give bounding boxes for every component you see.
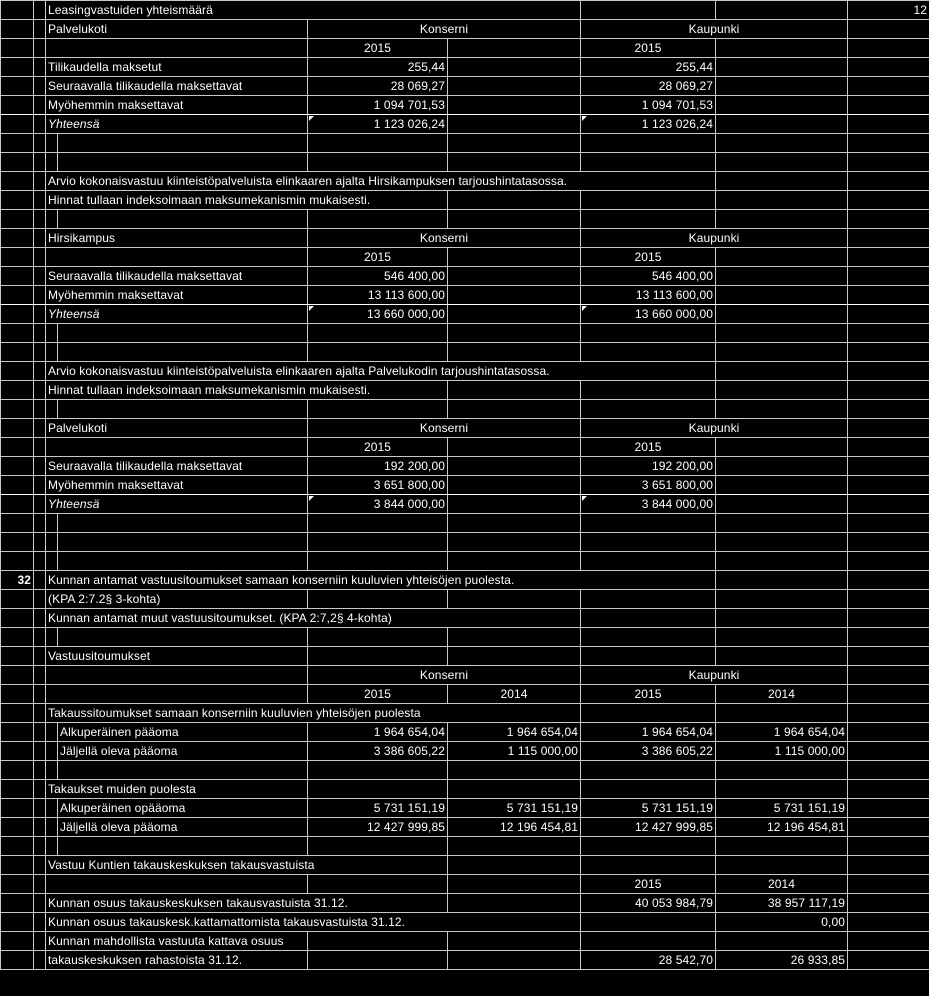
hirsikampus-kaupunki-header: Kaupunki [581,229,848,248]
table-row [1,913,929,932]
vastuusitoumukset-heading: Vastuusitoumukset [46,647,308,666]
leasing-header-label: Palvelukoti [46,20,308,39]
row-label: Alkuperäinen opääoma [58,799,308,818]
table-row [1,951,929,970]
row-label: Seuraavalla tilikaudella maksettavat [46,77,308,96]
value: 12 196 454,81 [448,818,581,837]
leasing-year-konserni: 2015 [308,39,448,58]
group1-title: Takaussitoumukset samaan konserniin kuuluvien yhteisöjen puolesta [46,704,581,723]
kaupunki-total: 13 660 000,00 [581,305,716,324]
value: 40 053 984,79 [581,894,716,913]
konserni-value: 3 651 800,00 [308,476,448,495]
value: 1 964 654,04 [716,723,848,742]
value: 3 386 605,22 [581,742,716,761]
note32-line-2: (KPA 2:7.2§ 3-kohta) [46,590,308,609]
row-label: Alkuperäinen pääoma [58,723,308,742]
table-row [1,742,929,761]
group3-year-2014: 2014 [716,875,848,894]
table-row [1,894,929,913]
konserni-value: 546 400,00 [308,267,448,286]
note-number: 32 [1,571,34,590]
palvelukoti-konserni-header: Konserni [308,419,581,438]
palvelukoti-kaupunki-header: Kaupunki [581,419,848,438]
page-number: 12 [848,1,929,20]
total-label: Yhteensä [46,115,308,134]
table-row [1,286,929,305]
table-row [1,457,929,476]
value: 38 957 117,19 [716,894,848,913]
total-row [1,305,929,324]
value: 28 542,70 [581,951,716,970]
hirsikampus-note-1: Arvio kokonaisvastuu kiinteistöpalveluista elinkaaren ajalta Hirsikampuksen tarjoushintatasossa. [46,172,716,191]
hirsikampus-note-2: Hinnat tullaan indeksoimaan maksumekanismin mukaisesti. [46,191,448,210]
row-label: Kunnan osuus takauskeskuksen takausvastuista 31.12. [46,894,448,913]
palvelukoti-note-1: Arvio kokonaisvastuu kiinteistöpalveluista elinkaaren ajalta Palvelukodin tarjoushintatasossa. [46,362,716,381]
palvelukoti-note-2: Hinnat tullaan indeksoimaan maksumekanismin mukaisesti. [46,381,448,400]
konserni-total: 13 660 000,00 [308,305,448,324]
table-row [1,476,929,495]
row-label: Tilikaudella maksetut [46,58,308,77]
kaupunki-value: 192 200,00 [581,457,716,476]
group3-row3-line1: Kunnan mahdollista vastuuta kattava osuus [46,932,308,951]
row-label: Myöhemmin maksettavat [46,96,308,115]
row-label: Jäljellä oleva pääoma [58,818,308,837]
hirsikampus-year-konserni: 2015 [308,248,448,267]
hirsikampus-header-label: Hirsikampus [46,229,308,248]
palvelukoti-header-label: Palvelukoti [46,419,308,438]
kaupunki-value: 255,44 [581,58,716,77]
total-row [1,495,929,514]
konserni-value: 1 094 701,53 [308,96,448,115]
konserni-value: 13 113 600,00 [308,286,448,305]
konserni-value: 255,44 [308,58,448,77]
value: 12 196 454,81 [716,818,848,837]
year-2015-konserni: 2015 [308,685,448,704]
kaupunki-value: 28 069,27 [581,77,716,96]
kaupunki-total: 1 123 026,24 [581,115,716,134]
table-row [1,267,929,286]
row-label: Jäljellä oleva pääoma [58,742,308,761]
kaupunki-value: 3 651 800,00 [581,476,716,495]
table-row [1,818,929,837]
value: 3 386 605,22 [308,742,448,761]
kaupunki-value: 546 400,00 [581,267,716,286]
group3-year-2015: 2015 [581,875,716,894]
total-row [1,115,929,134]
value: 1 964 654,04 [308,723,448,742]
value: 1 115 000,00 [448,742,581,761]
value: 12 427 999,85 [308,818,448,837]
group2-title: Takaukset muiden puolesta [46,780,308,799]
value: 1 964 654,04 [581,723,716,742]
palvelukoti-year-konserni: 2015 [308,438,448,457]
konserni-total: 1 123 026,24 [308,115,448,134]
table-row [1,77,929,96]
table-row [1,799,929,818]
table-row [1,723,929,742]
note32-kaupunki-header: Kaupunki [581,666,848,685]
kaupunki-value: 13 113 600,00 [581,286,716,305]
kaupunki-total: 3 844 000,00 [581,495,716,514]
year-2015-kaupunki: 2015 [581,685,716,704]
value: 0,00 [716,913,848,932]
leasing-year-kaupunki: 2015 [581,39,716,58]
row-label: Myöhemmin maksettavat [46,286,308,305]
row-label: takauskeskuksen rahastoista 31.12. [46,951,308,970]
row-label: Seuraavalla tilikaudella maksettavat [46,457,308,476]
hirsikampus-year-kaupunki: 2015 [581,248,716,267]
konserni-total: 3 844 000,00 [308,495,448,514]
value: 5 731 151,19 [448,799,581,818]
note32-line-1: Kunnan antamat vastuusitoumukset samaan konserniin kuuluvien yhteisöjen puolesta. [46,571,716,590]
row-label: Myöhemmin maksettavat [46,476,308,495]
total-label: Yhteensä [46,495,308,514]
palvelukoti-year-kaupunki: 2015 [581,438,716,457]
value: 5 731 151,19 [308,799,448,818]
value: 5 731 151,19 [716,799,848,818]
year-2014-konserni: 2014 [448,685,581,704]
year-2014-kaupunki: 2014 [716,685,848,704]
table-row [1,58,929,77]
hirsikampus-konserni-header: Konserni [308,229,581,248]
row-label: Kunnan osuus takauskesk.kattamattomista takausvastuista 31.12. [46,913,581,932]
note32-konserni-header: Konserni [308,666,581,685]
value: 12 427 999,85 [581,818,716,837]
konserni-value: 28 069,27 [308,77,448,96]
group3-title: Vastuu Kuntien takauskeskuksen takausvastuista [46,856,448,875]
note32-line-3: Kunnan antamat muut vastuusitoumukset. (KPA 2:7,2§ 4-kohta) [46,609,581,628]
konserni-value: 192 200,00 [308,457,448,476]
value: 26 933,85 [716,951,848,970]
value: 1 115 000,00 [716,742,848,761]
leasing-kaupunki-header: Kaupunki [581,20,848,39]
leasing-title: Leasingvastuiden yhteismäärä [46,1,581,20]
total-label: Yhteensä [46,305,308,324]
value: 5 731 151,19 [581,799,716,818]
kaupunki-value: 1 094 701,53 [581,96,716,115]
row-label: Seuraavalla tilikaudella maksettavat [46,267,308,286]
leasing-konserni-header: Konserni [308,20,581,39]
table-row [1,96,929,115]
value: 1 964 654,04 [448,723,581,742]
